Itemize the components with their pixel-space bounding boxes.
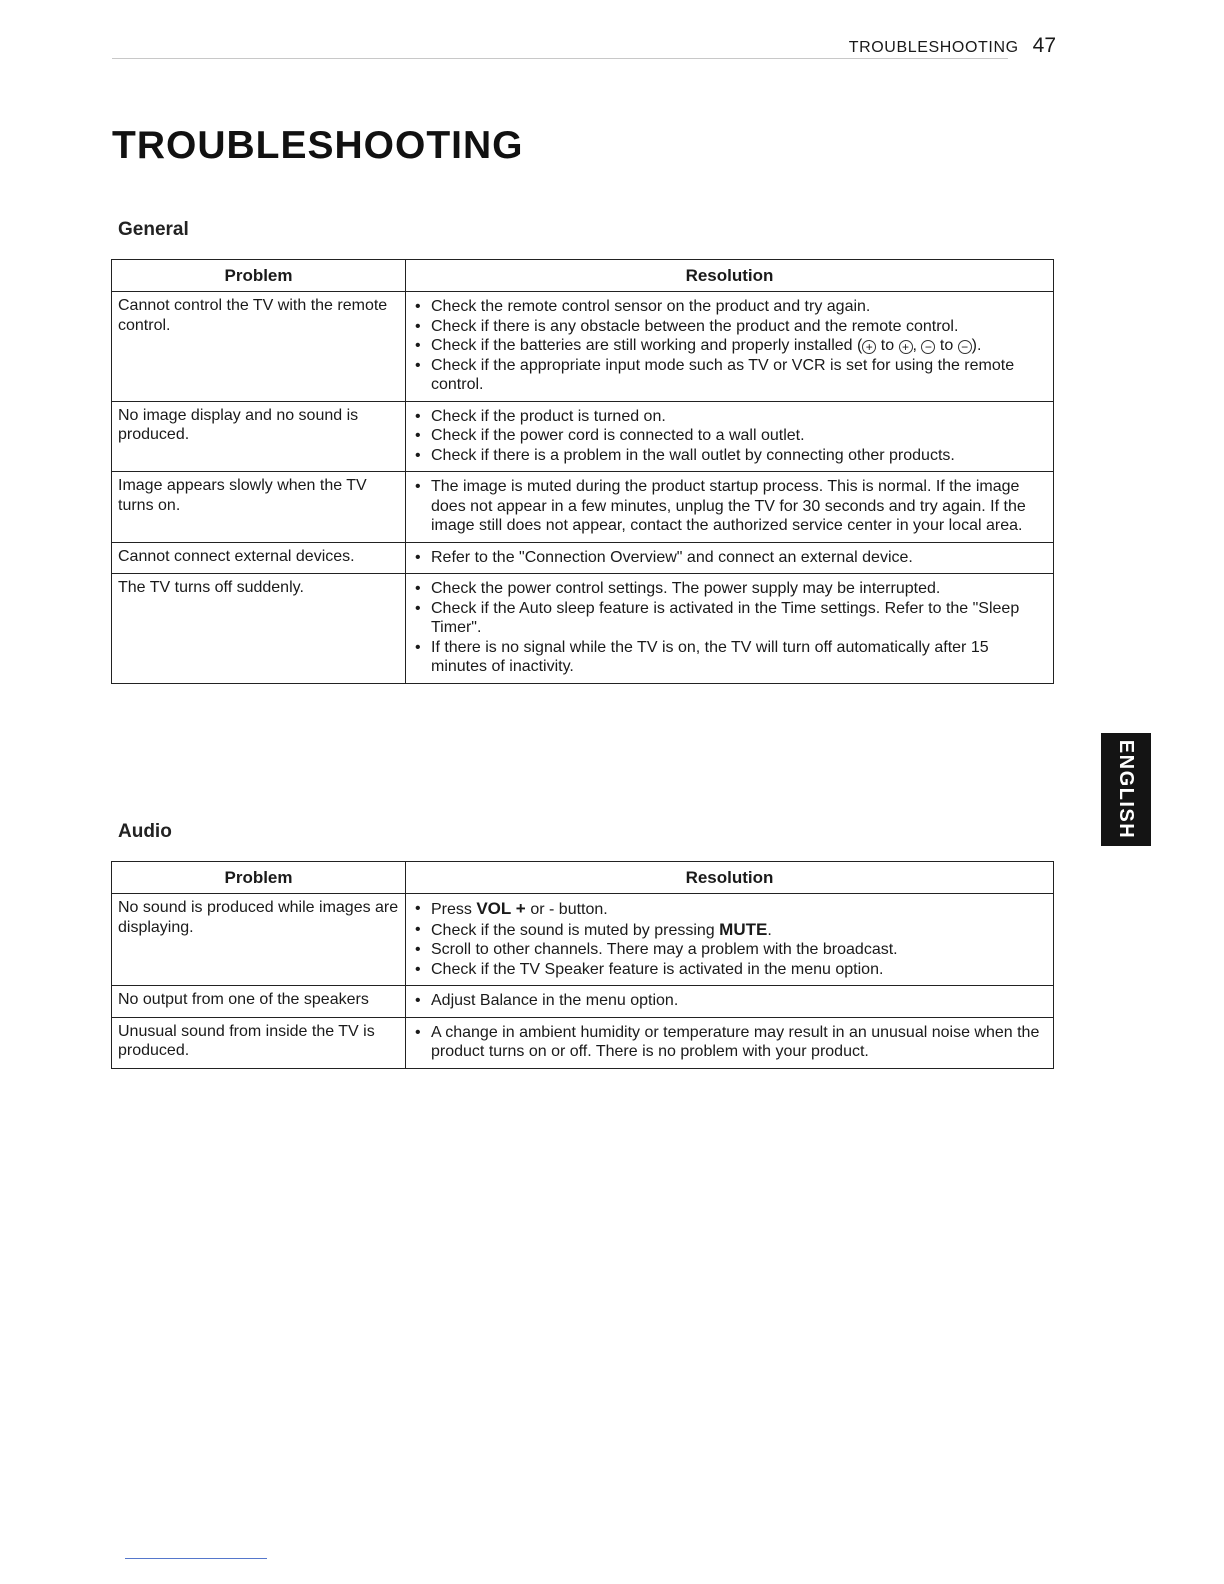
mute-text: . (767, 921, 772, 939)
problem-cell: No sound is produced while images are displaying. (112, 894, 406, 986)
table-row (112, 542, 1054, 574)
resolution-cell (406, 401, 1054, 472)
resolution-item-volume (415, 899, 1047, 920)
problem-cell: The TV turns off suddenly. (112, 574, 406, 684)
resolution-cell (406, 292, 1054, 402)
resolution-item: • Check if there is any obstacle between the product and the remote control. (415, 317, 1047, 337)
resolution-item: • Check the remote control sensor on the product and try again. (415, 297, 1047, 317)
resolution-item: • Check if the Auto sleep feature is activated in the Time settings. Refer to the "Sleep Timer". (415, 599, 1047, 638)
table-row (112, 292, 1054, 402)
resolution-cell (406, 574, 1054, 684)
general-resolution-header: Resolution (406, 260, 1054, 292)
general-heading: General (118, 219, 189, 240)
running-header (849, 34, 1056, 58)
resolution-list (415, 548, 1047, 568)
resolution-item: • A change in ambient humidity or temperature may result in an unusual noise when the product turns on or off. There is no problem with your product. (415, 1023, 1047, 1062)
resolution-list (415, 1023, 1047, 1062)
battery-text: , (912, 337, 922, 354)
resolution-item: • Scroll to other channels. There may a problem with the broadcast. (415, 940, 1047, 960)
audio-heading: Audio (118, 821, 172, 842)
problem-cell: No image display and no sound is produced. (112, 401, 406, 472)
resolution-cell (406, 542, 1054, 574)
press-text: or - button. (530, 901, 608, 918)
plus-terminal-icon: + (862, 340, 876, 354)
table-row (112, 1017, 1054, 1068)
problem-cell: No output from one of the speakers (112, 986, 406, 1018)
audio-problem-header: Problem (112, 862, 406, 894)
page-number: 47 (1032, 34, 1056, 57)
resolution-item: • Check if the product is turned on. (415, 407, 1047, 427)
language-tab (1101, 733, 1151, 846)
minus-terminal-icon: − (958, 340, 972, 354)
resolution-list (415, 579, 1047, 677)
resolution-cell (406, 986, 1054, 1018)
resolution-list (415, 899, 1047, 979)
problem-cell: Unusual sound from inside the TV is produced. (112, 1017, 406, 1068)
vol-key-label: VOL + (476, 899, 531, 918)
resolution-list (415, 477, 1047, 536)
resolution-list (415, 297, 1047, 395)
problem-cell: Cannot control the TV with the remote control. (112, 292, 406, 402)
battery-text: to (876, 337, 899, 354)
resolution-item: • The image is muted during the product startup process. This is normal. If the image does not appear in a few minutes, unplug the TV for 30 seconds and try again. If the image still does not appear, contact the authorized service center in your local area. (415, 477, 1047, 536)
resolution-item-mute (415, 920, 1047, 941)
audio-resolution-header: Resolution (406, 862, 1054, 894)
footer-rule (125, 1558, 267, 1559)
table-row (112, 574, 1054, 684)
resolution-item: • If there is no signal while the TV is on, the TV will turn off automatically after 15 minutes of inactivity. (415, 638, 1047, 677)
resolution-item: • Adjust Balance in the menu option. (415, 991, 1047, 1011)
battery-text: ). (971, 337, 982, 354)
resolution-item: • Refer to the "Connection Overview" and connect an external device. (415, 548, 1047, 568)
resolution-item: • Check if the TV Speaker feature is activated in the menu option. (415, 960, 1047, 980)
resolution-item-batteries (415, 336, 1047, 356)
resolution-item: • Check if there is a problem in the wall outlet by connecting other products. (415, 446, 1047, 466)
general-header-row (112, 260, 1054, 292)
audio-table (111, 861, 1054, 1069)
header-rule (112, 58, 1008, 59)
table-row (112, 894, 1054, 986)
running-header-section: TROUBLESHOOTING (848, 39, 1019, 56)
table-row (112, 986, 1054, 1018)
problem-cell: Image appears slowly when the TV turns on. (112, 472, 406, 543)
mute-key-label: MUTE (719, 919, 768, 939)
resolution-cell (406, 1017, 1054, 1068)
language-tab-label: ENGLISH (1115, 739, 1138, 840)
resolution-item: • Check if the power cord is connected to a wall outlet. (415, 426, 1047, 446)
press-text: Press (431, 901, 477, 918)
table-row (112, 472, 1054, 543)
battery-text: to (935, 337, 958, 354)
resolution-list (415, 991, 1047, 1011)
minus-terminal-icon: − (921, 340, 935, 354)
plus-terminal-icon: + (899, 340, 913, 354)
table-row (112, 401, 1054, 472)
resolution-cell (406, 472, 1054, 543)
resolution-item: • Check the power control settings. The power supply may be interrupted. (415, 579, 1047, 599)
audio-header-row (112, 862, 1054, 894)
problem-cell: Cannot connect external devices. (112, 542, 406, 574)
mute-text: Check if the sound is muted by pressing (431, 921, 720, 939)
resolution-list (415, 407, 1047, 466)
resolution-item: • Check if the appropriate input mode such as TV or VCR is set for using the remote control. (415, 356, 1047, 395)
general-problem-header: Problem (112, 260, 406, 292)
general-table (111, 259, 1054, 684)
battery-text: Check if the batteries are still working and properly installed ( (431, 337, 863, 354)
resolution-cell (406, 894, 1054, 986)
page-title: TROUBLESHOOTING (112, 124, 524, 167)
